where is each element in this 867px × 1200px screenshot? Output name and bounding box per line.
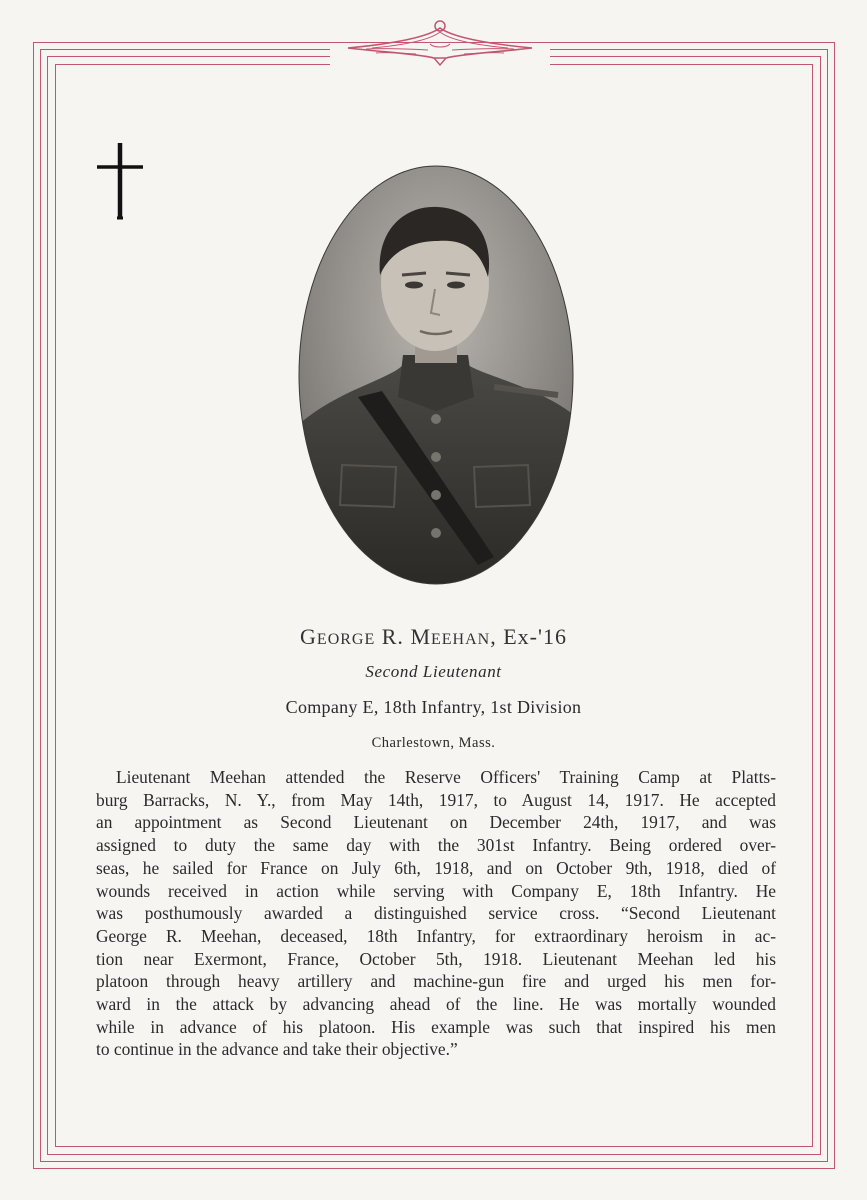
body-line: while in advance of his platoon. His example was such that inspired his men [96,1016,776,1037]
cross-icon [95,142,145,220]
eagle-icon [330,18,550,66]
body-line: George R. Meehan, deceased, 18th Infantry, for extraordinary heroism in ac- [96,925,776,946]
body-line: tion near Exermont, France, October 5th, 1918. Lieutenant Meehan led his [96,948,776,969]
name-last-rest: EEHAN [431,631,491,648]
portrait-photo [298,165,574,585]
unit-line: Company E, 18th Infantry, 1st Division [285,697,582,717]
name-first-rest: EORGE [316,631,376,648]
biography-text [96,766,776,1061]
body-line: platoon through heavy artillery and machine-gun fire and urged his men for- [96,971,776,992]
name-first-initial: G [300,624,317,649]
person-name [0,624,867,650]
body-line: ward in the attack by advancing ahead of the line. He was mortally wounded [96,994,776,1015]
body-line: was posthumously awarded a distinguished service cross. “Second Lieutenant [96,903,776,924]
body-line: Lieutenant Meehan attended the Reserve Officers' Training Camp at Platts- [116,767,776,787]
hometown-line: Charlestown, Mass. [371,735,496,751]
name-last-initial: M [410,624,431,649]
body-line: an appointment as Second Lieutenant on December 24th, 1917, and was [96,812,776,833]
body-line: seas, he sailed for France on July 6th, 1918, and on October 9th, 1918, died of [96,857,776,878]
name-suffix: , Ex-'16 [490,624,567,649]
body-line: to continue in the advance and take their objective.” [96,1039,458,1060]
body-line: burg Barracks, N. Y., from May 14th, 1917, to August 14, 1917. He accepted [96,789,776,810]
rank-title: Second Lieutenant [365,662,502,681]
body-line: assigned to duty the same day with the 301st Infantry. Being ordered over- [96,835,776,856]
name-middle: R. [375,624,411,649]
body-line: wounds received in action while serving with Company E, 18th Infantry. He [96,880,776,901]
